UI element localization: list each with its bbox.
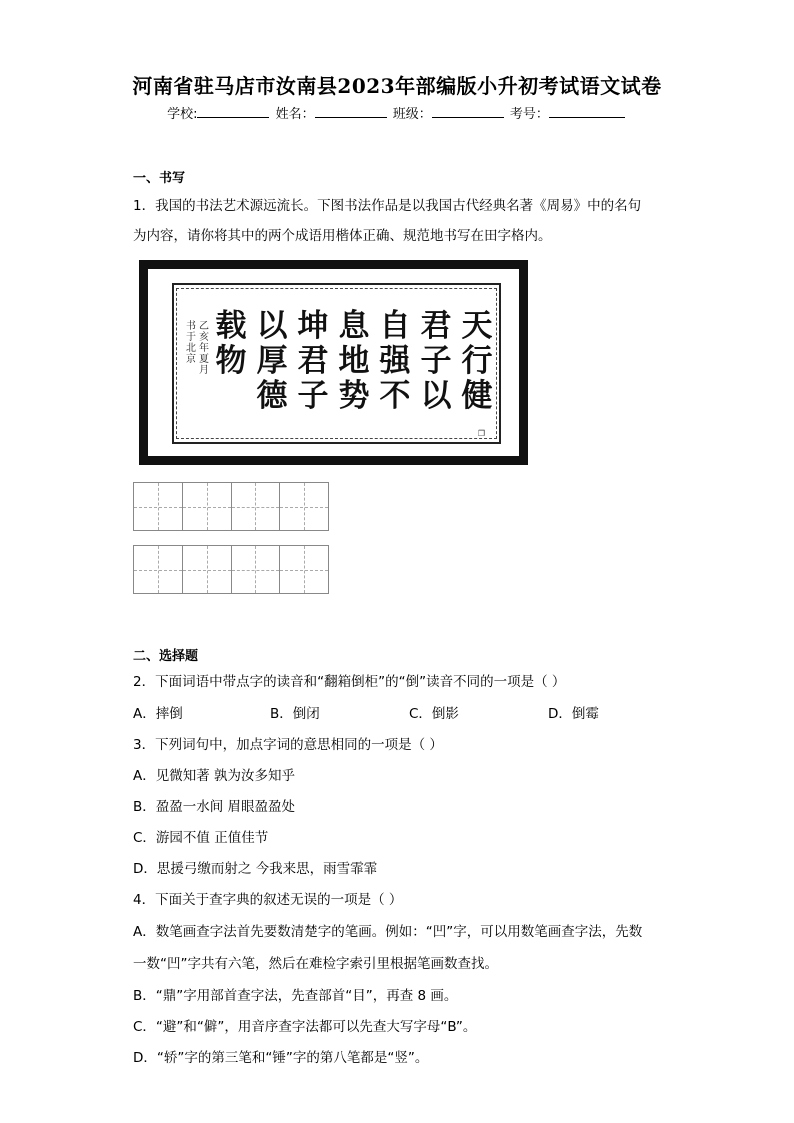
section-2-heading: 二、选择题	[133, 649, 199, 664]
calligraphy-column-4: 息地势	[338, 308, 370, 414]
q2-option-d[interactable]: D．倒霉	[548, 706, 599, 722]
q3-option-a[interactable]: A．见微知著 孰为汝多知乎	[133, 768, 296, 784]
q3-option-b[interactable]: B．盈盈一水间 眉眼盈盈处	[133, 799, 296, 815]
q2-option-c[interactable]: C．倒影	[409, 706, 459, 722]
q1-text-line-1: 1．我国的书法艺术源远流长。下图书法作品是以我国古代经典名著《周易》中的名句	[133, 198, 642, 214]
class-blank[interactable]	[432, 105, 504, 118]
calligraphy-seal: ❐	[477, 429, 485, 438]
number-blank[interactable]	[549, 105, 625, 118]
tianzige-cell[interactable]	[134, 546, 183, 593]
tianzige-cell[interactable]	[232, 546, 281, 593]
school-label: 学校:	[167, 107, 198, 122]
tianzige-cell[interactable]	[183, 546, 232, 593]
name-blank[interactable]	[315, 105, 387, 118]
q4-option-c[interactable]: C．“避”和“僻”，用音序查字法都可以先查大写字母“B”。	[133, 1019, 477, 1035]
calligraphy-image	[139, 260, 528, 465]
q2-option-a[interactable]: A．摔倒	[133, 706, 183, 722]
tianzige-cell[interactable]	[280, 546, 328, 593]
section-1-heading: 一、书写	[133, 171, 186, 186]
exam-title: 河南省驻马店市汝南县2023年部编版小升初考试语文试卷	[132, 74, 662, 98]
q4-option-b[interactable]: B．“鼎”字用部首查字法，先查部首“目”，再查 8 画。	[133, 988, 458, 1004]
school-blank[interactable]	[197, 105, 269, 118]
calligraphy-signature-1: 乙亥年夏月	[199, 321, 209, 376]
q2-option-b[interactable]: B．倒闭	[270, 706, 320, 722]
calligraphy-column-7: 载物	[215, 308, 247, 379]
tianzige-row-2[interactable]	[133, 545, 329, 594]
calligraphy-column-6: 以厚德	[256, 308, 288, 414]
q3-stem: 3．下列词句中，加点字词的意思相同的一项是（ ）	[133, 737, 443, 753]
q4-stem: 4．下面关于查字典的叙述无误的一项是（ ）	[133, 892, 403, 908]
calligraphy-column-5: 坤君子	[297, 308, 329, 414]
tianzige-cell[interactable]	[183, 483, 232, 530]
q1-text-line-2: 为内容，请你将其中的两个成语用楷体正确、规范地书写在田字格内。	[133, 228, 552, 244]
calligraphy-signature-2: 书于北京	[186, 321, 196, 365]
q2-stem: 2．下面词语中带点字的读音和“翻箱倒柜”的“倒”读音不同的一项是（ ）	[133, 674, 566, 690]
class-label: 班级：	[392, 107, 432, 122]
calligraphy-column-2: 君子以	[420, 308, 452, 414]
number-label: 考号：	[509, 107, 549, 122]
q4-option-d[interactable]: D．“轿”字的第三笔和“锤”字的第八笔都是“竖”。	[133, 1050, 429, 1066]
tianzige-cell[interactable]	[134, 483, 183, 530]
q4-option-a-line-2: 一数“凹”字共有六笔，然后在难检字索引里根据笔画数查找。	[133, 956, 498, 972]
q4-option-a-line-1[interactable]: A．数笔画查字法首先要数清楚字的笔画。例如：“凹”字，可以用数笔画查字法，先数	[133, 924, 643, 940]
name-label: 姓名：	[275, 107, 315, 122]
tianzige-row-1[interactable]	[133, 482, 329, 531]
calligraphy-column-1: 天行健	[461, 308, 493, 414]
calligraphy-column-3: 自强不	[379, 308, 411, 414]
student-info-line	[0, 103, 794, 122]
tianzige-cell[interactable]	[280, 483, 328, 530]
q3-option-c[interactable]: C．游园不值 正值佳节	[133, 830, 269, 846]
tianzige-cell[interactable]	[232, 483, 281, 530]
q3-option-d[interactable]: D．思援弓缴而射之 今我来思，雨雪霏霏	[133, 861, 378, 877]
